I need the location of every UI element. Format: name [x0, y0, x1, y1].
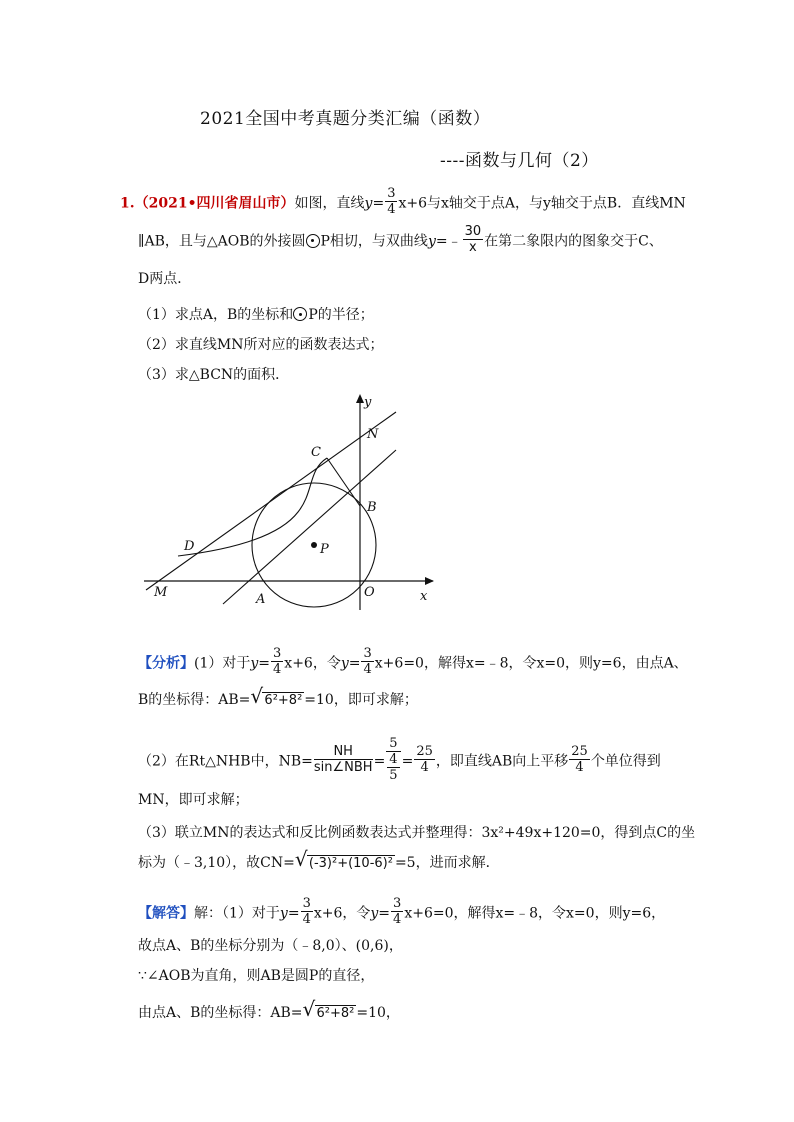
- denominator: 4: [575, 760, 584, 775]
- denominator: 4: [363, 662, 372, 677]
- stem-text: ∥AB，且与△AOB的外接圆: [138, 233, 306, 250]
- analysis-text: (1）对于: [194, 655, 251, 672]
- math-y: y=: [370, 905, 391, 922]
- inner-fraction: [387, 752, 399, 783]
- answer-text: ，令: [342, 905, 371, 922]
- analysis-line-1: [138, 648, 688, 679]
- denominator: 5: [389, 768, 398, 783]
- problem-line-2: [138, 226, 663, 257]
- sqrt-ab: [302, 997, 357, 1024]
- answer-line-1: [138, 898, 665, 929]
- label-c: C: [311, 445, 321, 460]
- analysis-text: 个单位得到: [590, 753, 661, 770]
- analysis-text: ，即直线AB向上平移: [435, 753, 569, 770]
- numerator: 3: [393, 896, 402, 911]
- fraction-25-4: [569, 744, 590, 775]
- numerator: 25: [416, 744, 433, 759]
- answer-text: =0，解得x=﹣8，令x=0，则y=6，: [432, 905, 666, 922]
- answer-tag: 【解答】: [138, 905, 194, 922]
- question-2: （2）求直线MN所对应的函数表达式；: [138, 337, 384, 353]
- math-x-plus-6: x+6: [313, 905, 343, 922]
- analysis-line-3: [138, 738, 661, 785]
- question-1: [138, 305, 374, 325]
- numerator: 4: [389, 752, 398, 767]
- problem-line-3: D两点．: [138, 271, 192, 287]
- analysis-line-6: [138, 847, 500, 874]
- analysis-text: 标为（﹣3,10），故CN=: [138, 855, 295, 871]
- analysis-text: =5，进而求解．: [394, 855, 500, 871]
- fraction-3-4: [391, 896, 403, 927]
- center-p: [311, 542, 317, 548]
- numerator: 3: [273, 646, 282, 661]
- numerator: 3: [302, 896, 311, 911]
- denominator: 4: [273, 662, 282, 677]
- problem-source: （2021•四川省眉山市）: [134, 195, 295, 212]
- math-y: y=: [279, 905, 300, 922]
- geometry-figure: [138, 390, 448, 612]
- circle-dot-icon: [306, 234, 320, 248]
- problem-number: 1.: [120, 195, 135, 212]
- stem-text: 如图，直线: [294, 195, 365, 212]
- page-subtitle: ----函数与几何（2）: [440, 151, 599, 171]
- label-d: D: [184, 539, 195, 554]
- stem-text: P相切，与双曲线: [320, 233, 428, 250]
- sqrt-ab: [250, 684, 304, 711]
- fraction-30-x: [463, 224, 484, 255]
- numerator: 3: [387, 186, 396, 201]
- fraction-3-4: [361, 646, 373, 677]
- label-b: B: [367, 500, 377, 515]
- numerator: 5: [386, 736, 400, 752]
- math-y: y=: [340, 655, 361, 672]
- label-a: A: [256, 592, 266, 607]
- label-x: x: [420, 589, 428, 604]
- answer-line-3: ∵∠AOB为直角，则AB是圆P的直径，: [138, 968, 375, 984]
- label-y: y: [364, 395, 372, 410]
- fraction-nh-sin: [314, 744, 373, 775]
- denominator: 4: [393, 912, 402, 927]
- x-axis-arrow: [425, 577, 434, 585]
- fraction-3-4: [385, 186, 397, 217]
- problem-line-1: [120, 188, 686, 219]
- label-m: M: [154, 585, 168, 600]
- math-y: y=: [427, 233, 448, 250]
- numerator: 25: [571, 744, 588, 759]
- numerator: 30: [464, 224, 482, 239]
- radicand: 6²+8²: [316, 1006, 355, 1021]
- fraction-3-4: [271, 646, 283, 677]
- numerator: NH: [314, 744, 373, 760]
- fraction-25-4: [414, 744, 435, 775]
- math-y: y=: [364, 195, 385, 212]
- radical-sign: √: [250, 684, 264, 708]
- math-x-plus-6: x+6: [284, 655, 313, 672]
- math-x-plus-6: x+6: [374, 655, 404, 672]
- label-p: P: [320, 542, 329, 557]
- stem-text: 在第二象限内的图象交于C、: [484, 233, 663, 250]
- math-neg: ﹣: [447, 233, 462, 250]
- question-3: （3）求△BCN的面积．: [138, 367, 290, 383]
- analysis-text: B的坐标得：AB=: [138, 692, 251, 708]
- denominator: sin∠NBH: [313, 760, 373, 775]
- analysis-line-5: （3）联立MN的表达式和反比例函数表达式并整理得：3x²+49x+120=0，得到点C的坐: [138, 825, 696, 841]
- analysis-text: =10，即可求解；: [304, 692, 418, 708]
- sqrt-cn: [294, 847, 395, 874]
- circle-dot-icon: [293, 307, 307, 321]
- analysis-tag: 【分析】: [138, 655, 194, 672]
- radical-sign: √: [294, 847, 308, 871]
- fraction-3-4: [301, 896, 313, 927]
- answer-line-4: [138, 997, 400, 1024]
- answer-text: 解：（1）对于: [194, 905, 280, 922]
- math-y: y=: [250, 655, 271, 672]
- denominator: 4: [420, 760, 429, 775]
- denominator: x: [469, 240, 477, 255]
- analysis-text: ，令: [312, 655, 341, 672]
- label-n: N: [367, 427, 379, 442]
- denominator: 4: [302, 912, 311, 927]
- analysis-line-2: [138, 684, 418, 711]
- math-eq: =: [401, 753, 414, 770]
- line-mn: [146, 412, 396, 590]
- label-o: O: [364, 585, 375, 600]
- answer-text: =10，: [356, 1005, 400, 1021]
- fraction-5-4-5: [386, 736, 400, 783]
- analysis-text: =0，解得x=﹣8，令x=0，则y=6，由点A、: [403, 655, 688, 672]
- analysis-line-4: MN，即可求解；: [138, 792, 249, 808]
- radicand: (-3)²+(10-6)²: [308, 856, 393, 871]
- q1-text: P的半径；: [308, 307, 374, 323]
- radicand: 6²+8²: [264, 693, 303, 708]
- y-axis-arrow: [356, 394, 364, 403]
- segment-cb: [327, 458, 360, 506]
- page-title: 2021全国中考真题分类汇编（函数）: [200, 109, 491, 129]
- math-x-plus-6: x+6: [398, 195, 428, 212]
- denominator: 4: [387, 202, 396, 217]
- math-eq: =: [373, 753, 386, 770]
- q1-text: （1）求点A，B的坐标和: [138, 307, 294, 323]
- radical-sign: √: [302, 997, 316, 1021]
- stem-text: 与x轴交于点A，与y轴交于点B．直线MN: [427, 195, 686, 212]
- analysis-text: （2）在Rt△NHB中，NB=: [138, 753, 313, 770]
- math-x-plus-6: x+6: [404, 905, 433, 922]
- denominator-fraction: [386, 752, 400, 783]
- numerator: 3: [363, 646, 372, 661]
- answer-line-2: 故点A、B的坐标分别为（﹣8,0）、(0,6)，: [138, 938, 403, 954]
- answer-text: 由点A、B的坐标得：AB=: [138, 1005, 303, 1021]
